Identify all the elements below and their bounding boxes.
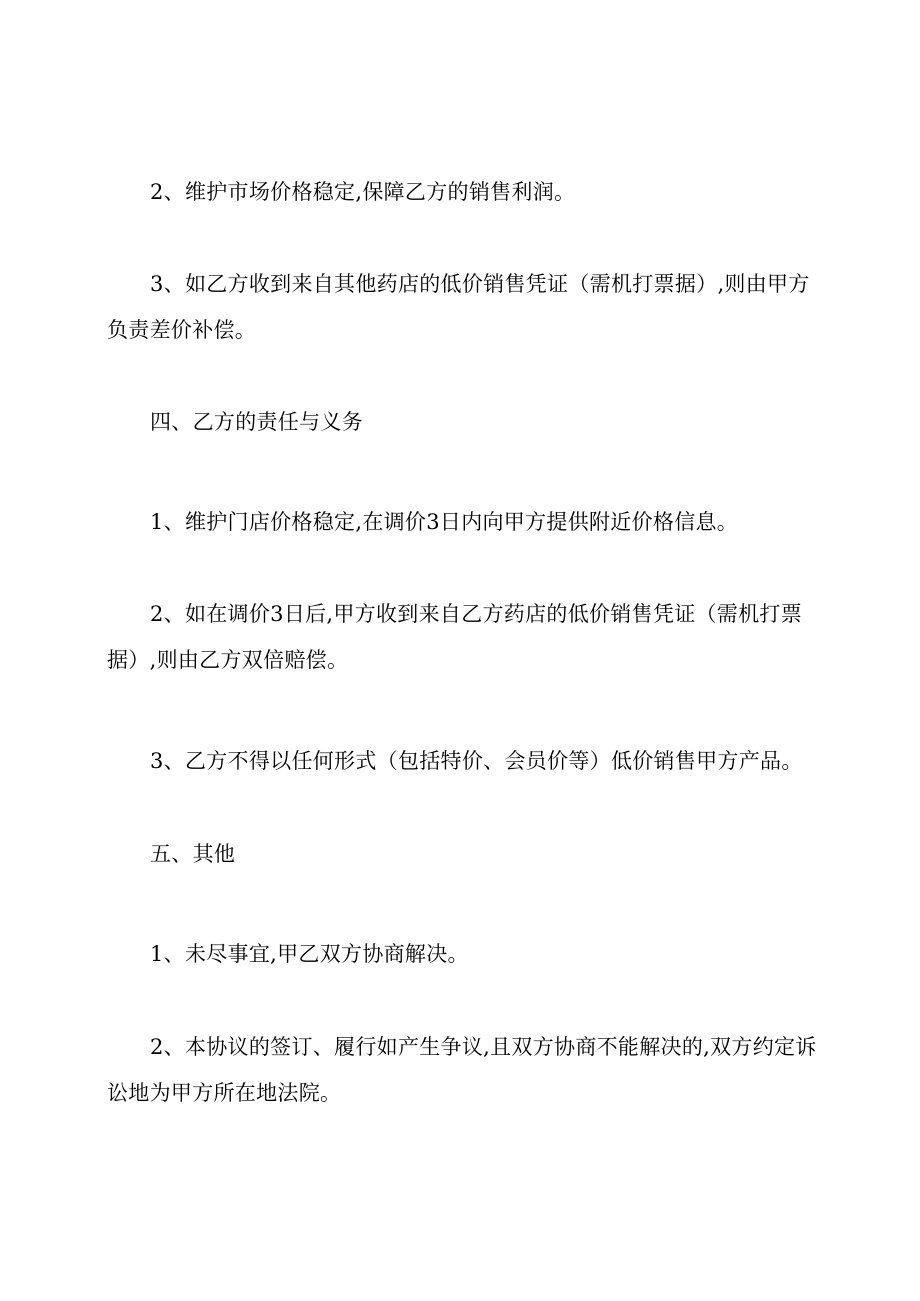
clause-1-store-price: 1、维护门店价格稳定,在调价3日内向甲方提供附近价格信息。 [150, 510, 739, 534]
section-heading-party-b-duties: 四、乙方的责任与义务 [150, 410, 363, 434]
clause-2-double-compensation: 2、如在调价3日后,甲方收到来自乙方药店的低价销售凭证（需机打票据）,则由乙方双倍赔偿。 [107, 602, 802, 672]
clause-3-price-compensation: 3、如乙方收到来自其他药店的低价销售凭证（需机打票据）,则由甲方负责差价补偿。 [107, 272, 810, 342]
clause-3-no-low-price: 3、乙方不得以任何形式（包括特价、会员价等）低价销售甲方产品。 [150, 749, 803, 773]
clause-2-market-price: 2、维护市场价格稳定,保障乙方的销售利润。 [150, 180, 576, 204]
clause-1-unresolved-matters: 1、未尽事宜,甲乙双方协商解决。 [150, 942, 469, 966]
clause-2-dispute-jurisdiction: 2、本协议的签订、履行如产生争议,且双方协商不能解决的,双方约定诉讼地为甲方所在地法院。 [107, 1035, 817, 1105]
section-heading-other: 五、其他 [150, 842, 236, 866]
